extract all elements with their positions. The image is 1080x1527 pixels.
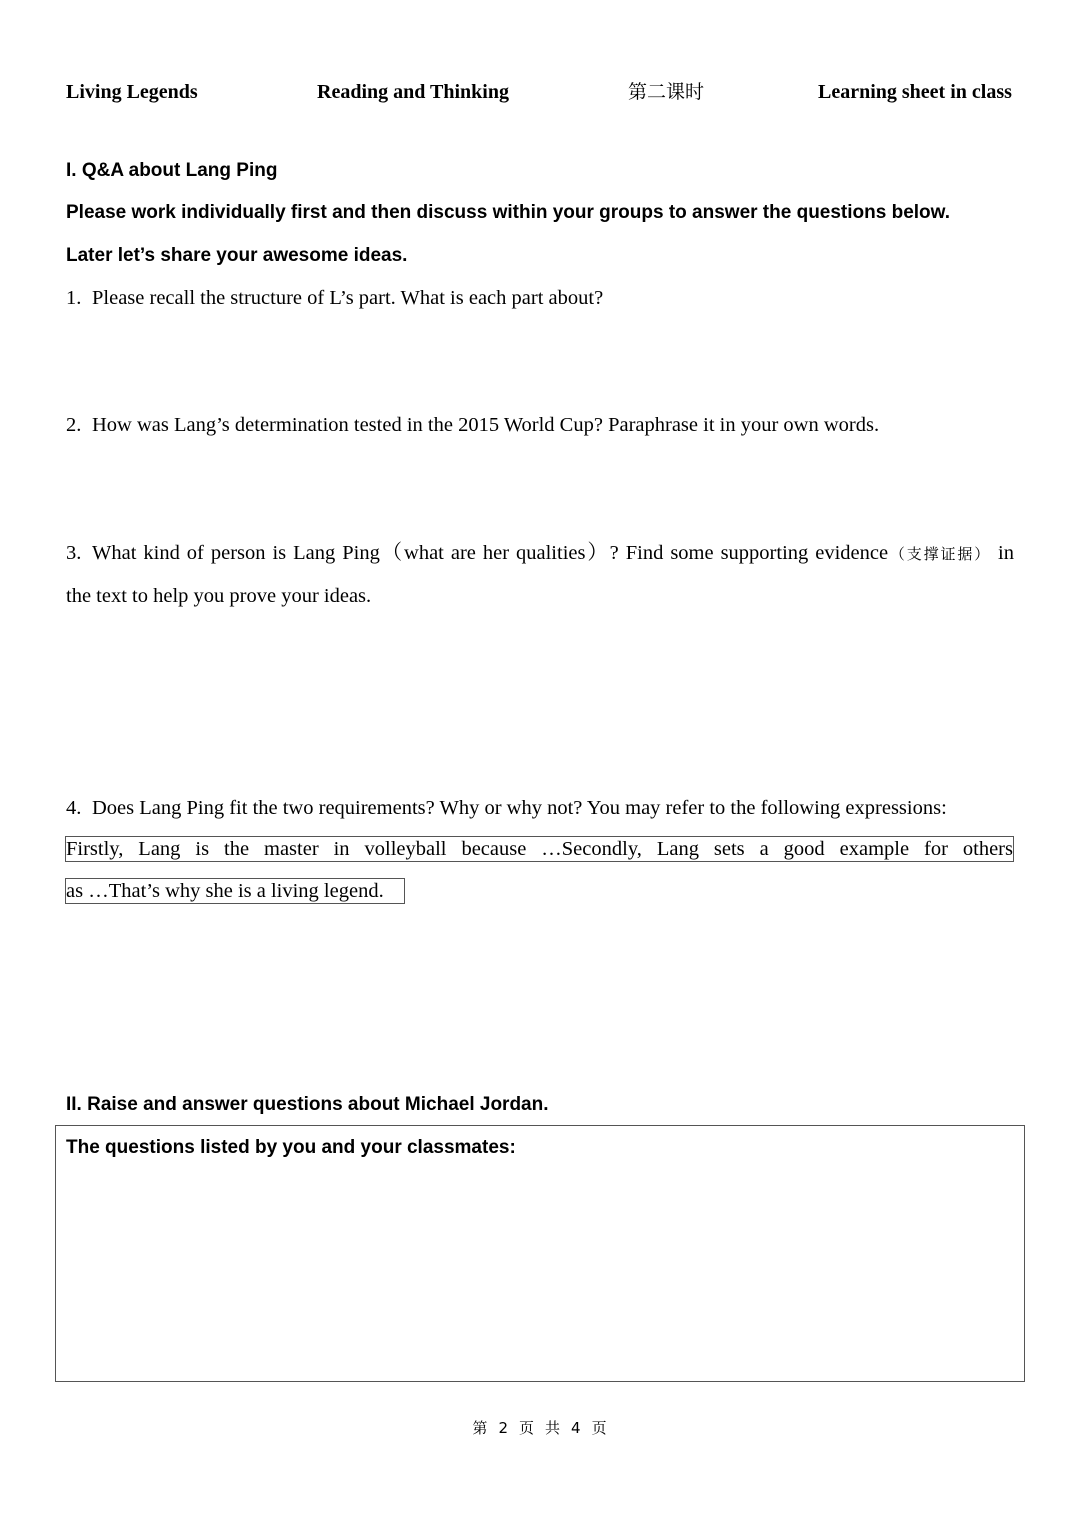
part1-instruction-line1: Please work individually first and then discuss within your groups to answer the questions below.	[66, 202, 951, 223]
question-3-text-cn: （支撑证据）	[888, 545, 992, 563]
header-lesson: 第二课时	[628, 81, 705, 103]
question-2-number: 2.	[66, 414, 82, 436]
question-3	[66, 540, 1014, 567]
footer-word-ye-2: 页	[591, 1419, 608, 1437]
footer-word-di: 第	[472, 1419, 489, 1437]
footer-word-ye: 页	[518, 1419, 535, 1437]
question-3-text-a: What kind of person is Lang Ping（what are her qualities）? Find some supporting evidence	[92, 542, 889, 564]
part1-title: I. Q&A about Lang Ping	[66, 160, 278, 181]
header-section: Reading and Thinking	[317, 81, 509, 103]
expression-line1: Firstly, Lang is the master in volleyball because …Secondly, Lang sets a good example for others	[66, 838, 1013, 860]
question-3-line2: the text to help you prove your ideas.	[66, 585, 372, 607]
question-2-text: How was Lang’s determination tested in the 2015 World Cup? Paraphrase it in your own words.	[92, 414, 880, 436]
part1-instruction-line2: Later let’s share your awesome ideas.	[66, 245, 408, 266]
question-3-number: 3.	[66, 542, 82, 564]
question-1-number: 1.	[66, 287, 82, 309]
expression-line2: as …That’s why she is a living legend.	[66, 880, 384, 902]
header-sheet-type: Learning sheet in class	[818, 81, 1012, 103]
header-unit: Living Legends	[66, 81, 198, 103]
question-1-text: Please recall the structure of L’s part. What is each part about?	[92, 287, 604, 309]
question-4-number: 4.	[66, 797, 82, 819]
footer-word-gong: 共	[545, 1419, 562, 1437]
question-4-text: Does Lang Ping fit the two requirements? Why or why not? You may refer to the following expressions:	[92, 797, 947, 819]
part2-title: II. Raise and answer questions about Michael Jordan.	[66, 1094, 549, 1115]
question-1	[66, 285, 603, 311]
question-2	[66, 412, 879, 438]
footer-page-number: 2	[498, 1419, 509, 1437]
answer-box-label: The questions listed by you and your classmates:	[66, 1137, 516, 1158]
question-4	[66, 795, 947, 821]
page-footer	[0, 1417, 1080, 1439]
question-3-text-b: in	[998, 542, 1014, 564]
footer-total-pages: 4	[571, 1419, 582, 1437]
questions-answer-box[interactable]	[55, 1125, 1025, 1382]
